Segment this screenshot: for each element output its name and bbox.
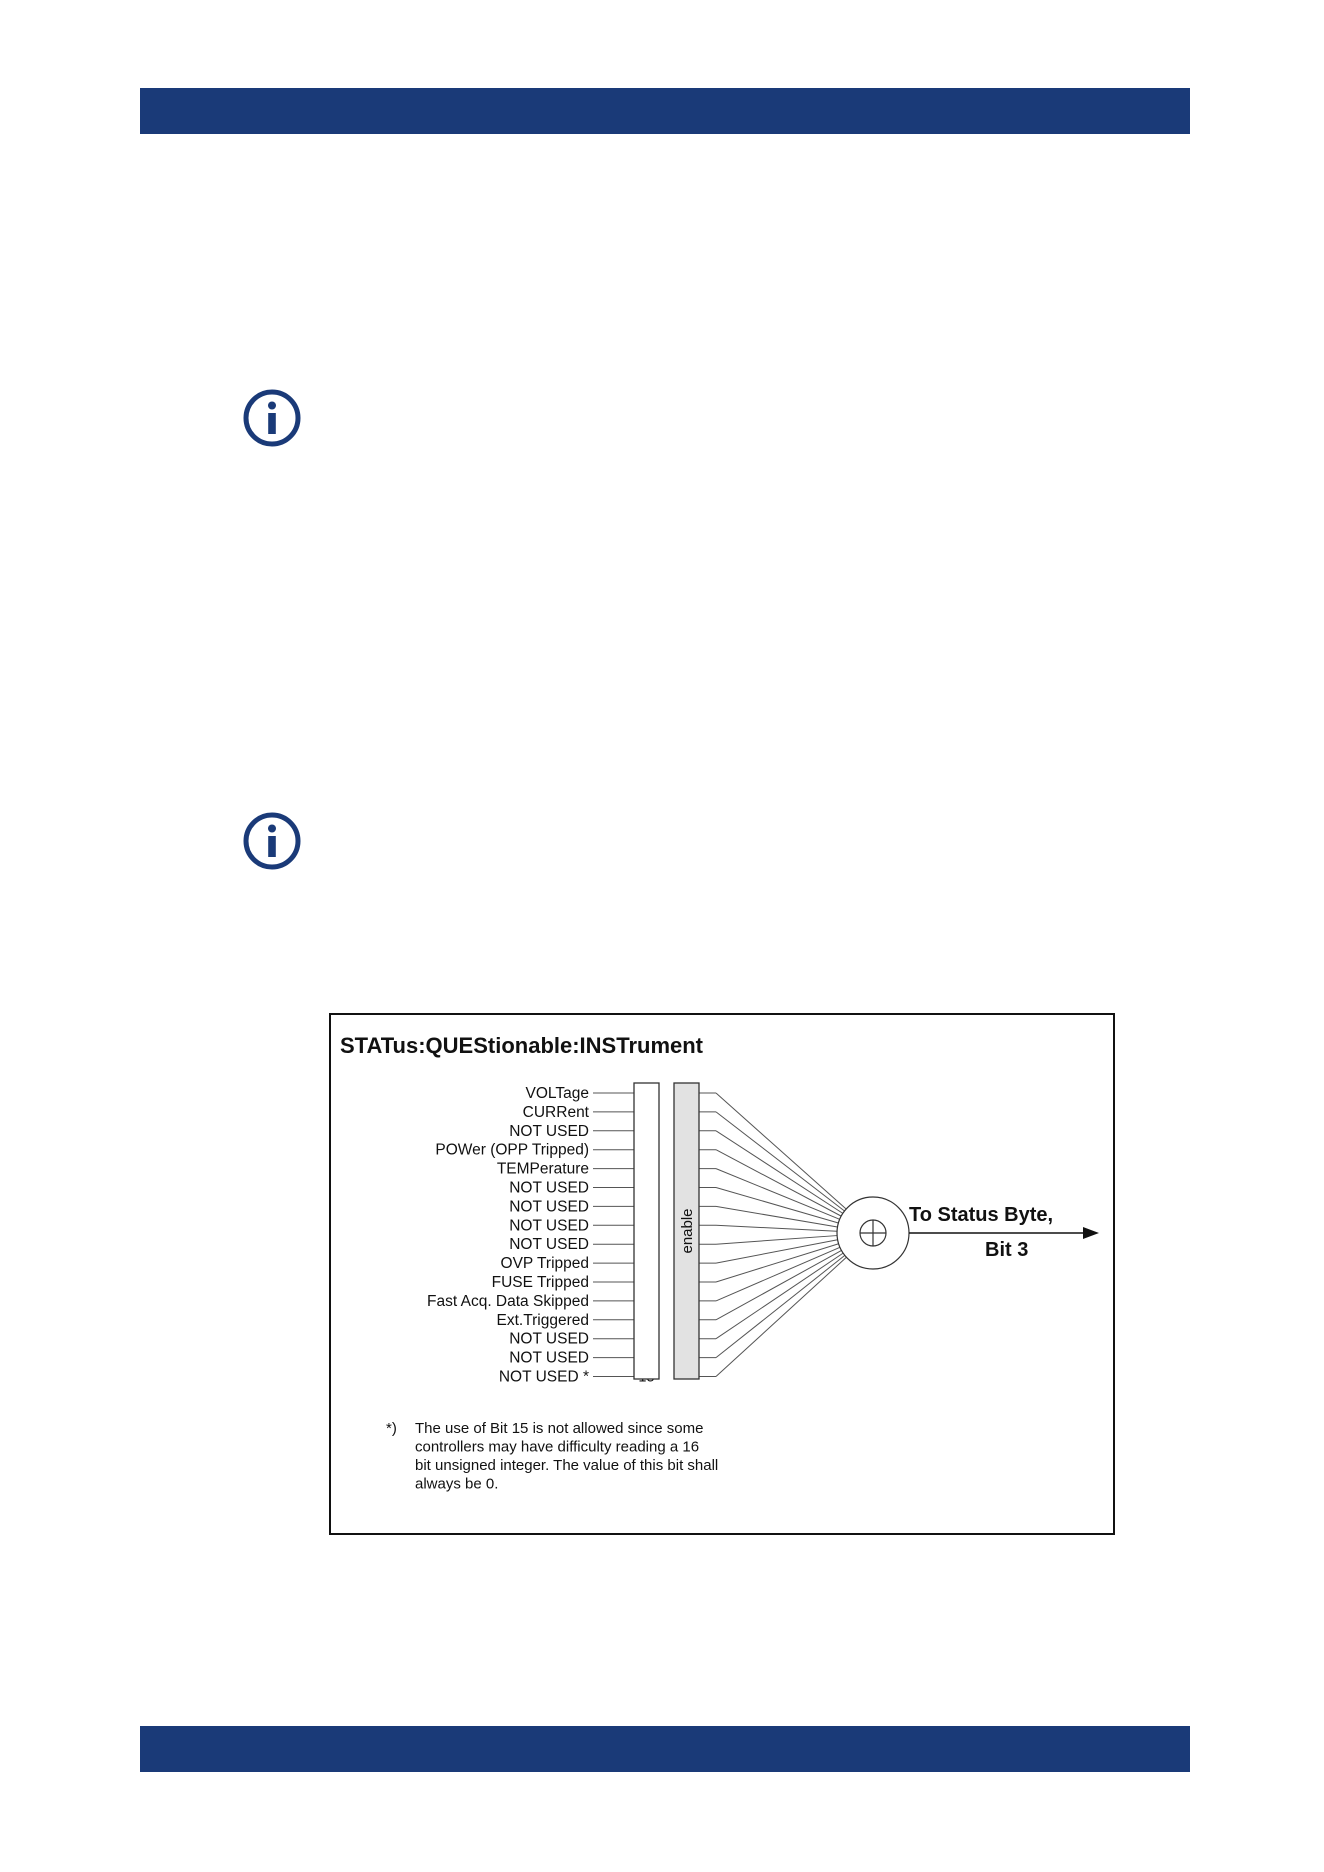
- diagram-title: STATus:QUEStionable:INSTrument: [340, 1033, 704, 1058]
- fan-line: [716, 1255, 845, 1357]
- fan-line: [716, 1206, 838, 1227]
- bit-label: NOT USED: [509, 1236, 589, 1254]
- enable-label: enable: [679, 1208, 696, 1254]
- fan-line: [716, 1131, 843, 1214]
- fan-line: [716, 1257, 846, 1376]
- bit-rows: [427, 1085, 716, 1386]
- bit-label: NOT USED: [509, 1330, 589, 1348]
- output-label-line1: To Status Byte,: [909, 1204, 1054, 1226]
- info-icon: [242, 811, 302, 871]
- bit-label: VOLTage: [525, 1085, 589, 1102]
- fan-line: [716, 1093, 846, 1209]
- fan-line: [716, 1169, 840, 1220]
- fan-line: [716, 1244, 839, 1282]
- bit-label: Ext.Triggered: [496, 1311, 589, 1329]
- bit-label: POWer (OPP Tripped): [435, 1141, 589, 1159]
- status-register-diagram: [329, 1013, 1115, 1535]
- footnote-marker: *): [386, 1420, 397, 1437]
- footnote: [415, 1420, 718, 1493]
- fan-line: [716, 1253, 843, 1339]
- bit-label: NOT USED: [509, 1217, 589, 1235]
- bit-label: NOT USED: [509, 1198, 589, 1216]
- event-register: [634, 1083, 659, 1379]
- bit-label: FUSE Tripped: [491, 1274, 589, 1291]
- fan-in-lines: [716, 1093, 846, 1377]
- bit-label: NOT USED: [509, 1349, 589, 1367]
- footer-bar: [140, 1726, 1190, 1772]
- footnote-line: controllers may have difficulty reading a 16: [415, 1438, 700, 1456]
- bit-label: Fast Acq. Data Skipped: [427, 1292, 589, 1310]
- info-icon: [242, 388, 302, 448]
- bit-label: TEMPerature: [496, 1160, 589, 1178]
- output-arrowhead: [1083, 1227, 1099, 1239]
- footnote-line: always be 0.: [415, 1475, 499, 1493]
- fan-line: [716, 1250, 841, 1319]
- fan-line: [716, 1112, 844, 1211]
- footnote-line: The use of Bit 15 is not allowed since some: [415, 1420, 704, 1437]
- bit-label: NOT USED: [509, 1179, 589, 1197]
- footnote-line: bit unsigned integer. The value of this bit shall: [415, 1457, 719, 1474]
- bit-label: NOT USED: [509, 1122, 589, 1140]
- bit-label: OVP Tripped: [500, 1255, 589, 1273]
- header-bar: [140, 88, 1190, 134]
- bit-label: NOT USED *: [498, 1368, 589, 1386]
- bit-label: CURRent: [522, 1103, 589, 1121]
- output-label-line2: Bit 3: [985, 1239, 1029, 1261]
- fan-line: [716, 1225, 837, 1231]
